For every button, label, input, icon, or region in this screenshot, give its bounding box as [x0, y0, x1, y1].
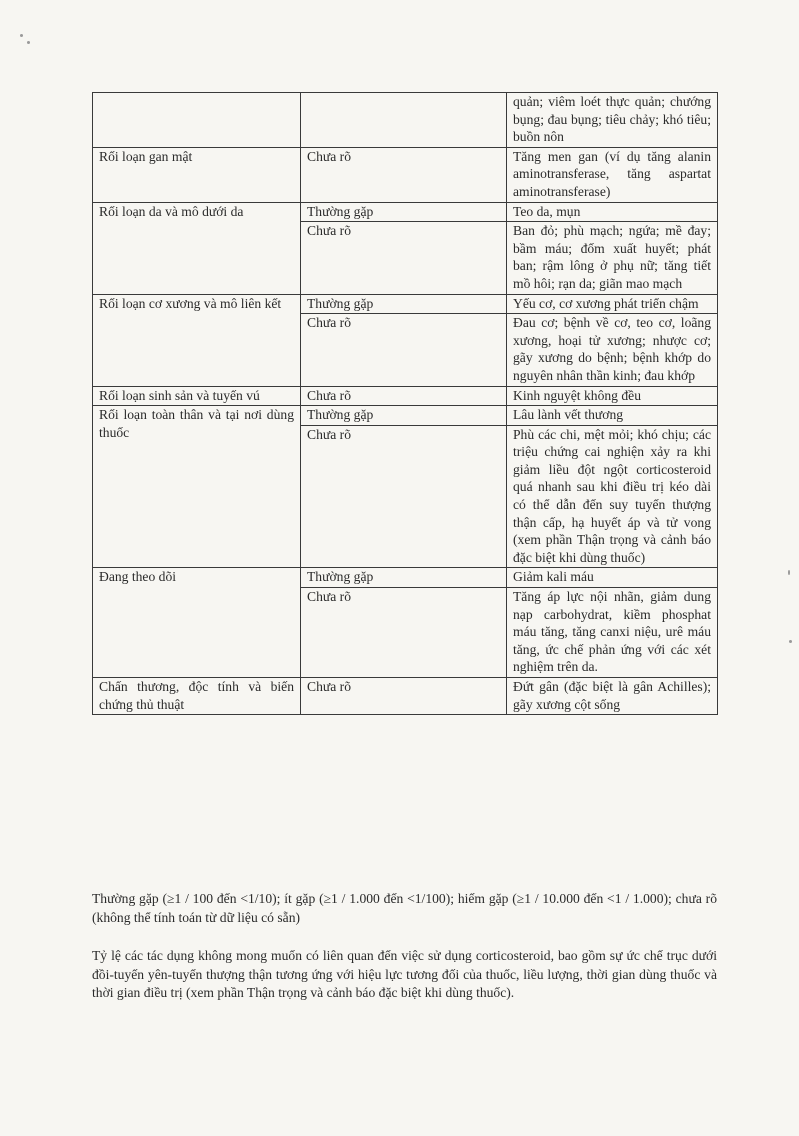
incidence-paragraph: Tỷ lệ các tác dụng không mong muốn có liên quan đến việc sử dụng corticosteroid, bao gồm sự ức chế trục dưới đồi-tuyến yên-tuyến thượng thận tương ứng với hiệu lực tương đối của thuốc, liều lượng, thời gian dùng thuốc và thời gian điều trị (xem phần Thận trọng và cảnh báo đặc biệt khi dùng thuốc).: [92, 948, 717, 1000]
organ-system-cell: Rối loạn gan mật: [93, 147, 301, 202]
organ-system-cell: Rối loạn toàn thân và tại nơi dùng thuốc: [93, 406, 301, 568]
adverse-effects-table: [92, 92, 718, 715]
effects-cell: Phù các chi, mệt mỏi; khó chịu; các triệu chứng cai nghiện xảy ra khi giảm liều đột ngột corticosteroid quá nhanh sau khi điều trị kéo dài có thể dẫn đến suy tuyến thượng thận cấp, hạ huyết áp và tử vong (xem phần Thận trọng và cảnh báo đặc biệt khi dùng thuốc): [507, 425, 718, 568]
table-row: [93, 568, 718, 588]
effects-cell: Yếu cơ, cơ xương phát triển chậm: [507, 294, 718, 314]
organ-system-cell: Chấn thương, độc tính và biến chứng thủ thuật: [93, 678, 301, 715]
effects-cell: Teo da, mụn: [507, 202, 718, 222]
frequency-cell: [301, 93, 507, 148]
frequency-cell: Thường gặp: [301, 202, 507, 222]
table-row: [93, 147, 718, 202]
frequency-cell: Chưa rõ: [301, 222, 507, 294]
frequency-cell: Chưa rõ: [301, 147, 507, 202]
organ-system-cell: Đang theo dõi: [93, 568, 301, 678]
frequency-cell: Chưa rõ: [301, 386, 507, 406]
scan-speck: [20, 34, 23, 37]
effects-cell: Giảm kali máu: [507, 568, 718, 588]
effects-cell: Đứt gân (đặc biệt là gân Achilles); gãy xương cột sống: [507, 678, 718, 715]
effects-cell: Ban đỏ; phù mạch; ngứa; mề đay; bầm máu; đốm xuất huyết; phát ban; rậm lông ở phụ nữ; tăng tiết mồ hôi; rạn da; giãn mao mạch: [507, 222, 718, 294]
table-row: [93, 386, 718, 406]
effects-cell: Tăng áp lực nội nhãn, giảm dung nạp carbohydrat, kiềm phosphat máu tăng, tăng canxi niệu, urê máu tăng, ức chế phản ứng với các xét nghiệm trên da.: [507, 588, 718, 678]
effects-cell: Đau cơ; bệnh về cơ, teo cơ, loãng xương, hoại tử xương; nhược cơ; gãy xương do bệnh; bệnh khớp do nguyên nhân thần kinh; đau khớp: [507, 314, 718, 386]
scan-speck: [789, 640, 792, 643]
table-row: [93, 202, 718, 222]
organ-system-cell: Rối loạn sinh sản và tuyến vú: [93, 386, 301, 406]
scan-speck: [788, 570, 790, 575]
frequency-cell: Chưa rõ: [301, 314, 507, 386]
frequency-cell: Chưa rõ: [301, 588, 507, 678]
effects-cell: quản; viêm loét thực quản; chướng bụng; đau bụng; tiêu chảy; khó tiêu; buồn nôn: [507, 93, 718, 148]
organ-system-cell: Rối loạn da và mô dưới da: [93, 202, 301, 294]
effects-cell: Kinh nguyệt không đều: [507, 386, 718, 406]
scan-speck: [27, 41, 30, 44]
table-row: [93, 294, 718, 314]
frequency-cell: Chưa rõ: [301, 425, 507, 568]
frequency-cell: Thường gặp: [301, 294, 507, 314]
organ-system-cell: Rối loạn cơ xương và mô liên kết: [93, 294, 301, 386]
organ-system-cell: [93, 93, 301, 148]
table-row: [93, 93, 718, 148]
effects-cell: Lâu lành vết thương: [507, 406, 718, 426]
frequency-cell: Thường gặp: [301, 406, 507, 426]
frequency-legend: Thường gặp (≥1 / 100 đến <1/10); ít gặp (≥1 / 1.000 đến <1/100); hiếm gặp (≥1 / 10.000 đến <1 / 1.000); chưa rõ (không thể tính toán từ dữ liệu có sẵn): [92, 891, 717, 925]
table-row: [93, 678, 718, 715]
table-row: [93, 406, 718, 426]
frequency-cell: Thường gặp: [301, 568, 507, 588]
frequency-cell: Chưa rõ: [301, 678, 507, 715]
effects-cell: Tăng men gan (ví dụ tăng alanin aminotransferase, tăng aspartat aminotransferase): [507, 147, 718, 202]
